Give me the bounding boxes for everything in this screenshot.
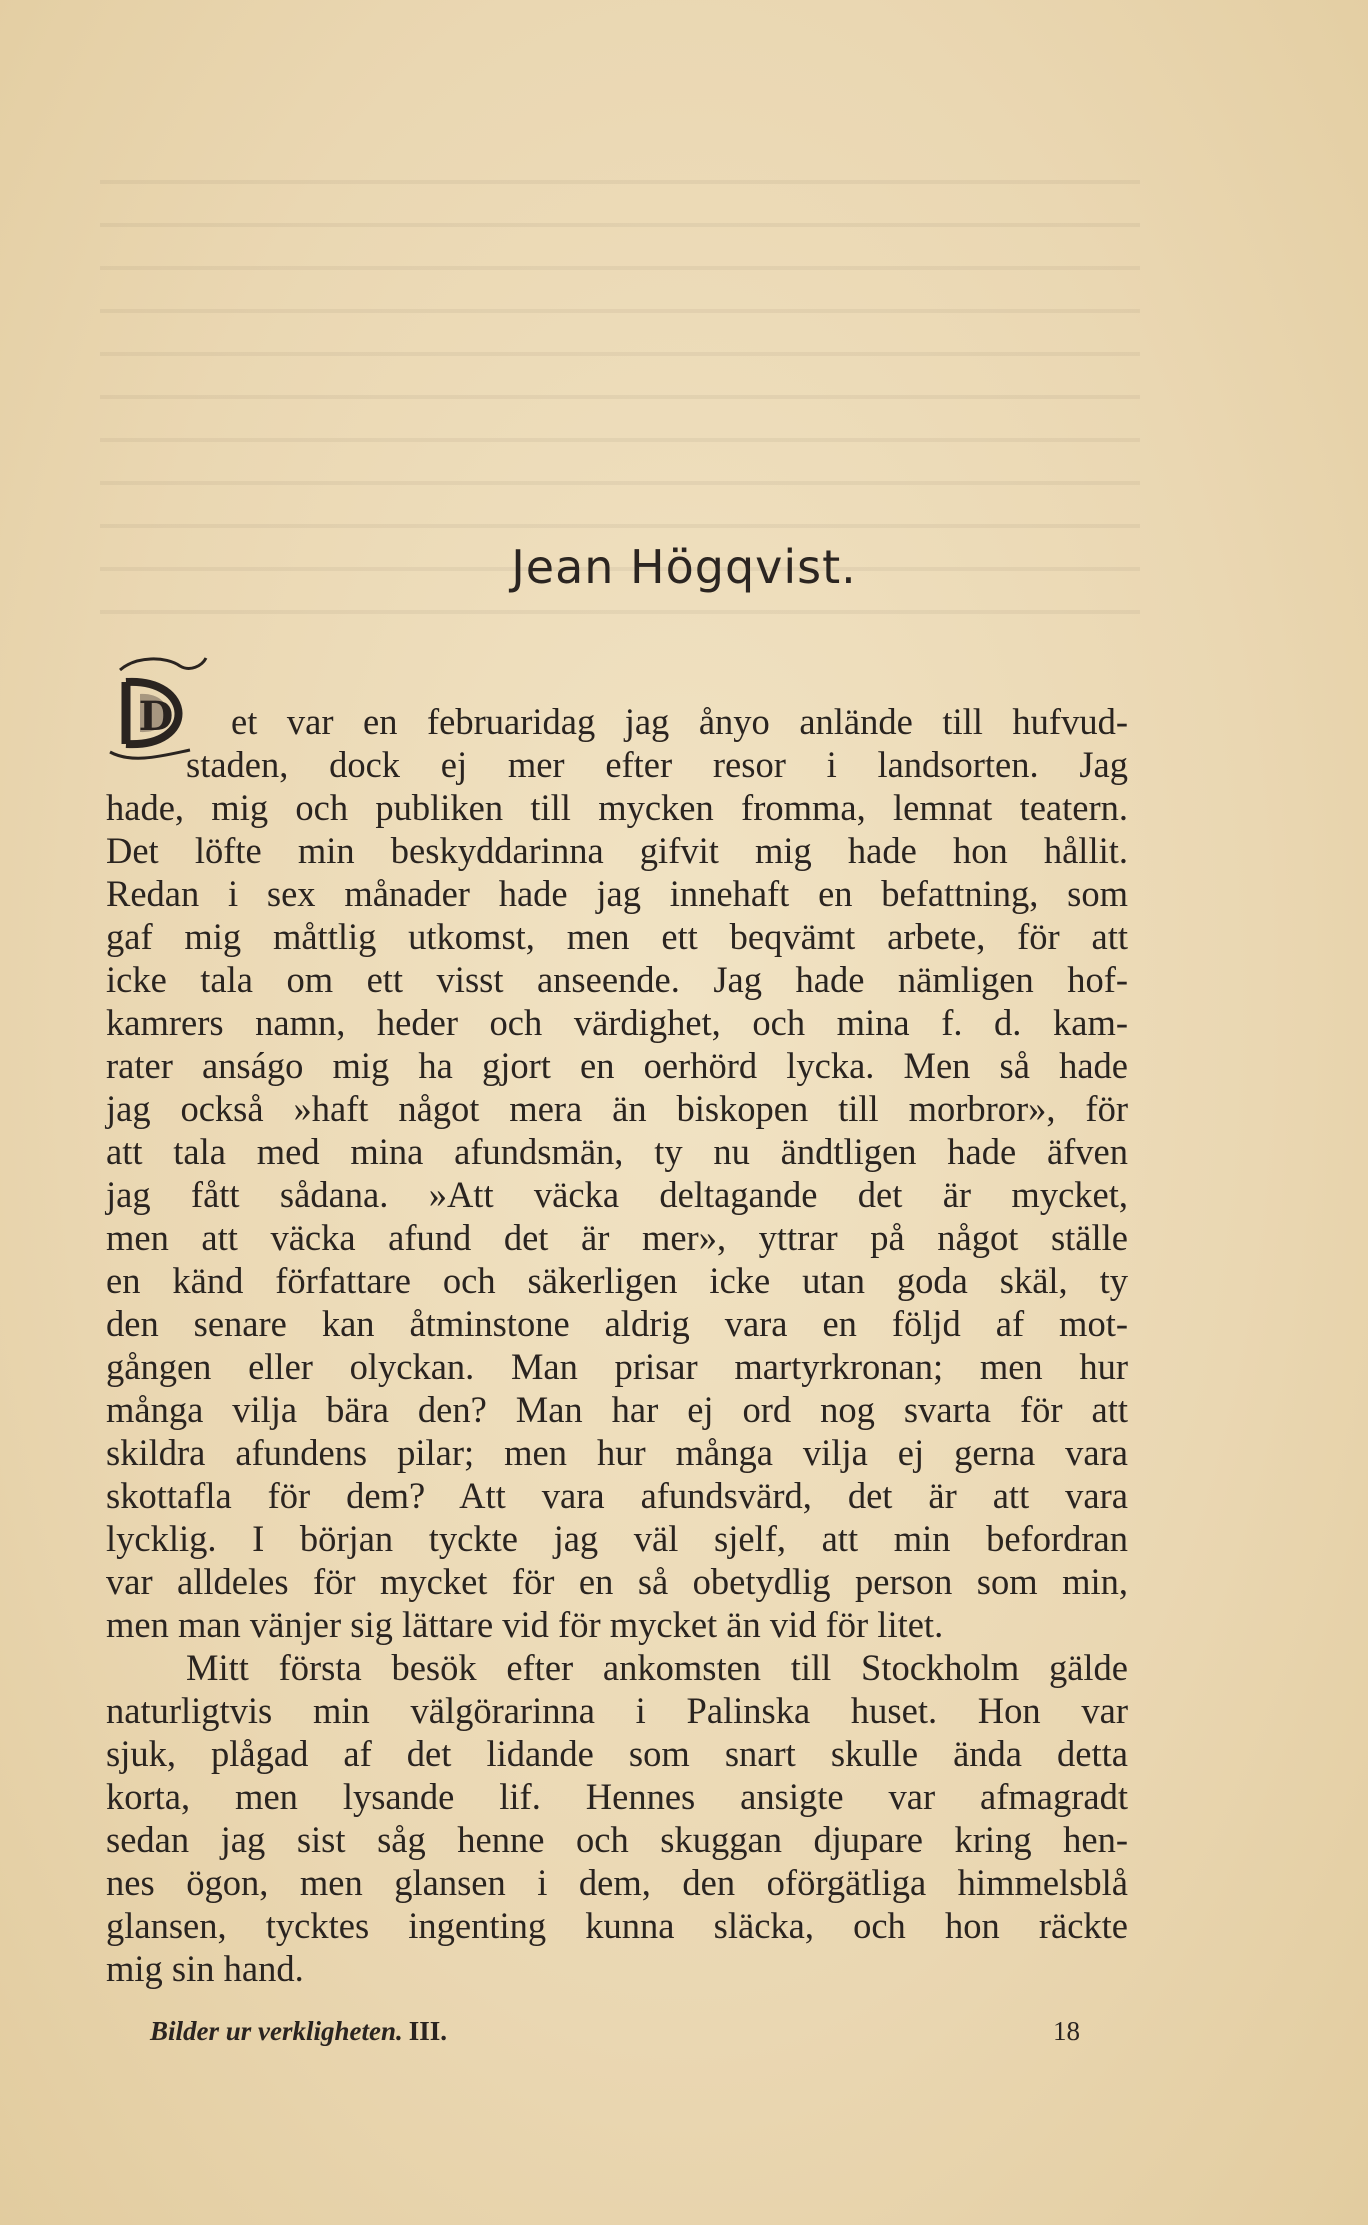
- body-text: [106, 700, 1128, 1990]
- text-line: att tala med mina afundsmän, ty nu ändtligen hade äfven: [106, 1131, 1128, 1172]
- text-line: men att väcka afund det är mer», yttrar på något ställe: [106, 1217, 1128, 1258]
- text-line: hade, mig och publiken till mycken fromma, lemnat teatern.: [106, 787, 1128, 828]
- text-line: et var en februaridag jag ånyo anlände till hufvud-: [231, 701, 1128, 742]
- text-line: sjuk, plågad af det lidande som snart skulle ända detta: [106, 1733, 1128, 1774]
- text-line: skottafla för dem? Att vara afundsvärd, det är att vara: [106, 1475, 1128, 1516]
- text-line: var alldeles för mycket för en så obetydlig person som min,: [106, 1561, 1128, 1602]
- chapter-title: Jean Högqvist.: [511, 540, 857, 594]
- text-line: mig sin hand.: [106, 1948, 304, 1989]
- text-line: korta, men lysande lif. Hennes ansigte var afmagradt: [106, 1776, 1128, 1817]
- text-line: skildra afundens pilar; men hur många vilja ej gerna vara: [106, 1432, 1128, 1473]
- footer-source: [150, 2016, 447, 2047]
- text-line: Det löfte min beskyddarinna gifvit mig hade hon hållit.: [106, 830, 1128, 871]
- text-line: många vilja bära den? Man har ej ord nog svarta för att: [106, 1389, 1128, 1430]
- text-line: naturligtvis min välgörarinna i Palinska huset. Hon var: [106, 1690, 1128, 1731]
- text-line: lycklig. I början tyckte jag väl sjelf, att min befordran: [106, 1518, 1128, 1559]
- text-line: rater anságo mig ha gjort en oerhörd lycka. Men så hade: [106, 1045, 1128, 1086]
- text-line: glansen, tycktes ingenting kunna släcka, och hon räckte: [106, 1905, 1128, 1946]
- text-line: staden, dock ej mer efter resor i landsorten. Jag: [186, 744, 1128, 785]
- page-footer: [150, 2016, 1080, 2056]
- text-line: den senare kan åtminstone aldrig vara en följd af mot-: [106, 1303, 1128, 1344]
- text-line: jag också »haft något mera än biskopen till morbror», för: [106, 1088, 1128, 1129]
- text-line: kamrers namn, heder och värdighet, och mina f. d. kam-: [106, 1002, 1128, 1043]
- text-line: Mitt första besök efter ankomsten till Stockholm gälde: [186, 1647, 1128, 1688]
- text-line: gaf mig måttlig utkomst, men ett beqvämt arbete, för att: [106, 916, 1128, 957]
- footer-source-title: Bilder ur verkligheten.: [150, 2016, 403, 2046]
- footer-volume: III.: [408, 2016, 448, 2046]
- initial-letter: D: [138, 693, 174, 740]
- text-line: jag fått sådana. »Att väcka deltagande det är mycket,: [106, 1174, 1128, 1215]
- text-line: gången eller olyckan. Man prisar martyrkronan; men hur: [106, 1346, 1128, 1387]
- text-line: men man vänjer sig lättare vid för mycket än vid för litet.: [106, 1604, 944, 1645]
- text-line: icke tala om ett visst anseende. Jag hade nämligen hof-: [106, 959, 1128, 1000]
- signature-number: 18: [1053, 2016, 1080, 2046]
- text-line: sedan jag sist såg henne och skuggan djupare kring hen-: [106, 1819, 1128, 1860]
- text-line: nes ögon, men glansen i dem, den oförgätliga himmelsblå: [106, 1862, 1128, 1903]
- text-line: en känd författare och säkerligen icke utan goda skäl, ty: [106, 1260, 1128, 1301]
- text-line: Redan i sex månader hade jag innehaft en befattning, som: [106, 873, 1128, 914]
